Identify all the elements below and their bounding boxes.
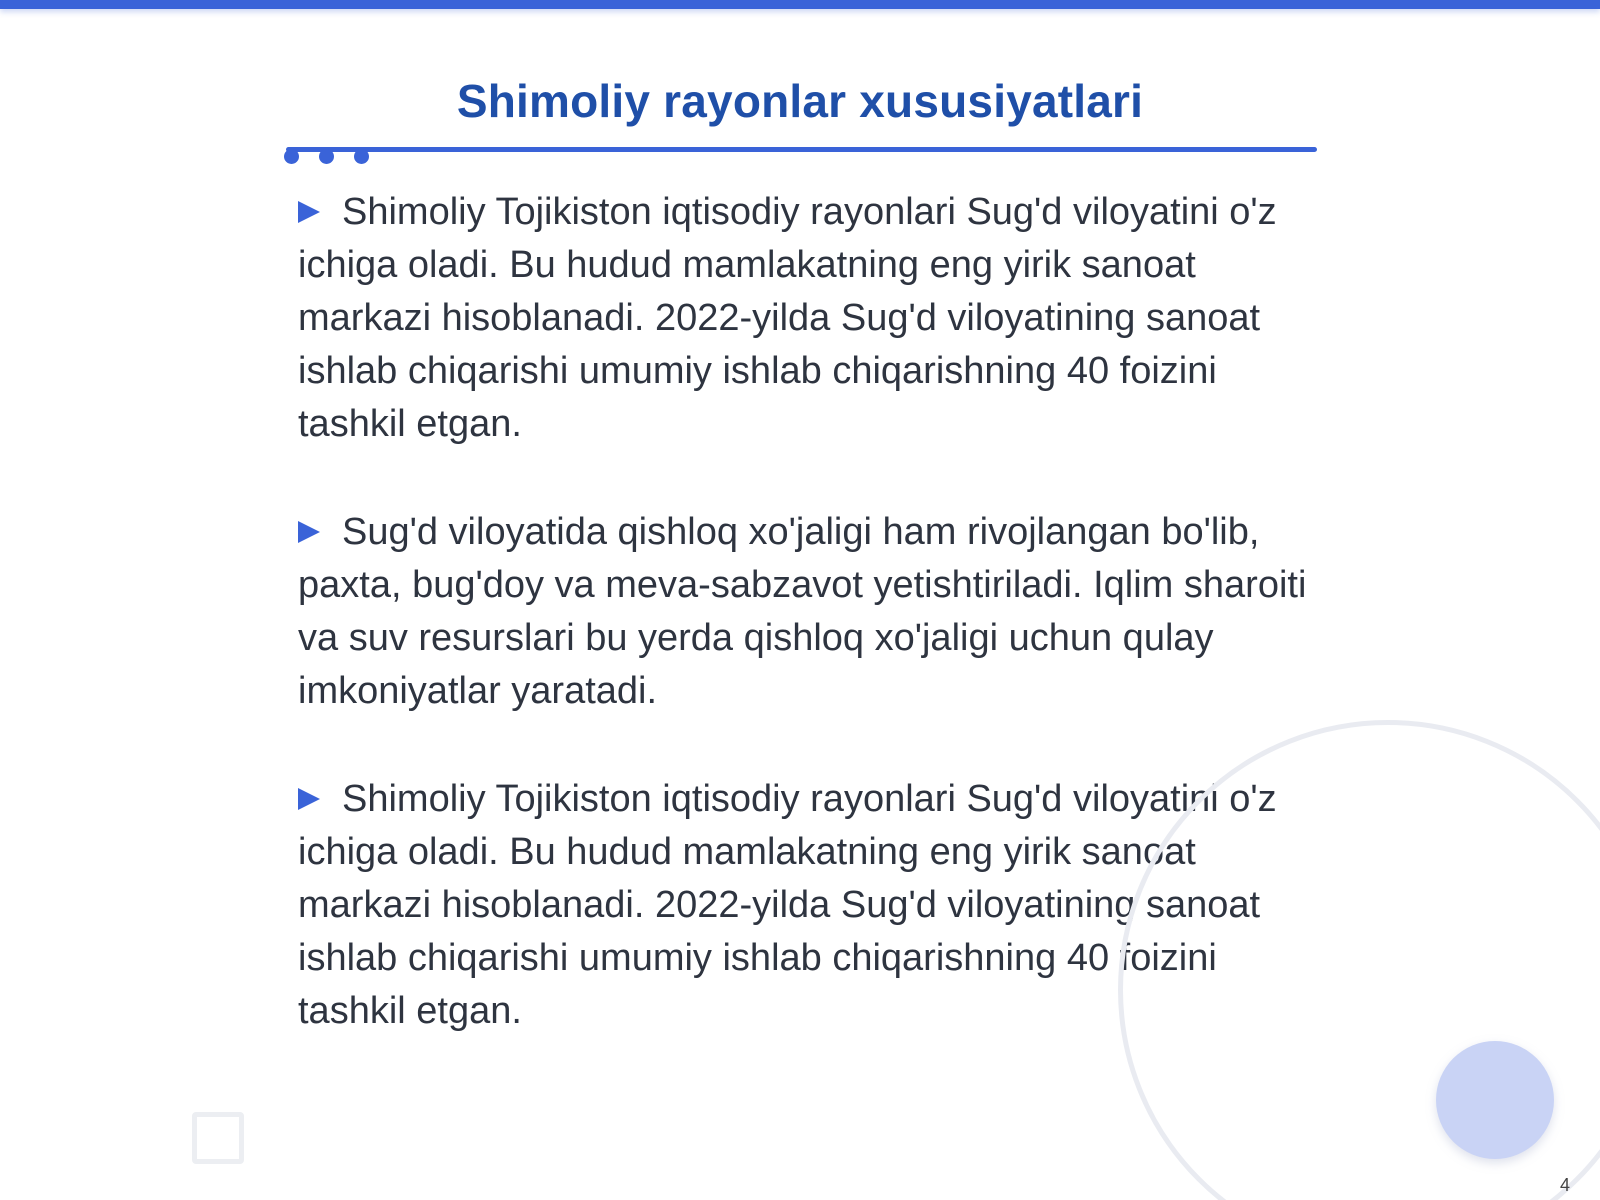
decorative-circle: [1436, 1041, 1554, 1159]
triangle-right-icon: [298, 521, 320, 543]
page-number: 4: [1559, 1175, 1570, 1195]
bullet-paragraph: [298, 186, 1318, 451]
triangle-right-icon: [298, 201, 320, 223]
bullet-paragraph: [298, 506, 1318, 718]
top-accent-bar: [0, 0, 1600, 9]
paragraph-text: Shimoliy Tojikiston iqtisodiy rayonlari Sug'd viloyatini o'z ichiga oladi. Bu hudud mamlakatning eng yirik sanoat markazi hisoblanadi. 2022-yilda Sug'd viloyatining sanoat ishlab chiqarishi umumiy ishlab chiqarishning 40 foizini tashkil etgan.: [298, 778, 1277, 1032]
underline-dot: [354, 149, 369, 164]
triangle-right-icon: [298, 788, 320, 810]
underline-dot: [319, 149, 334, 164]
slide-title: Shimoliy rayonlar xususiyatlari: [456, 75, 1144, 127]
paragraph-text: Sug'd viloyatida qishloq xo'jaligi ham rivojlangan bo'lib, paxta, bug'doy va meva-sabzavot yetishtiriladi. Iqlim sharoiti va suv resurslari bu yerda qishloq xo'jaligi uchun qulay imkoniyatlar yaratadi.: [298, 511, 1307, 712]
decorative-square: [192, 1112, 244, 1164]
title-underline: [286, 147, 1317, 152]
paragraph-text: Shimoliy Tojikiston iqtisodiy rayonlari Sug'd viloyatini o'z ichiga oladi. Bu hudud mamlakatning eng yirik sanoat markazi hisoblanadi. 2022-yilda Sug'd viloyatining sanoat ishlab chiqarishi umumiy ishlab chiqarishning 40 foizini tashkil etgan.: [298, 191, 1277, 445]
underline-dot: [284, 149, 299, 164]
